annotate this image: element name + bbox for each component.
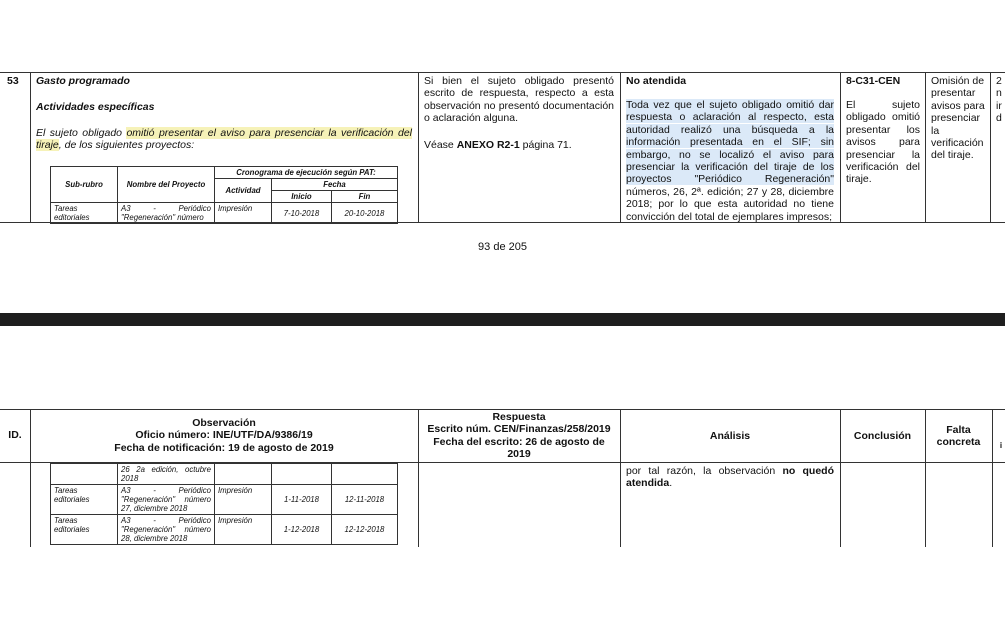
falta-text: Omisión de presentar avisos para presenciar la verificación del tiraje. — [931, 75, 985, 162]
col-divider — [990, 72, 991, 222]
nested-schedule-table — [50, 166, 398, 224]
header-response: Respuesta Escrito núm. CEN/Finanzas/258/2019 Fecha del escrito: 26 de agosto de 2019 — [427, 411, 611, 461]
nested-schedule-table — [50, 463, 398, 545]
top-table-top-border — [0, 72, 1005, 73]
col-divider — [992, 409, 993, 547]
col-divider — [925, 72, 926, 222]
col-divider — [418, 72, 419, 222]
extra-column-fragment: 2 n ir d — [996, 75, 1002, 125]
annex-link: ANEXO R2-1 — [456, 139, 520, 151]
table-row: Tareas editoriales A3 - Periódico "Regeneración" número Impresión 7-10-2018 20-10-2018 — [51, 203, 398, 224]
header-id: ID. — [8, 429, 22, 441]
header-extra-fragment: i — [999, 441, 1003, 450]
page-number: 93 de 205 — [478, 241, 527, 253]
table-row: Tareas editoriales A3 - Periódico "Regeneración" número 27, diciembre 2018 Impresión 1-11-2018 12-11-2018 — [51, 485, 398, 515]
header-fin: Fin — [331, 191, 397, 203]
header-fecha: Fecha — [272, 179, 398, 191]
analysis-continuation: por tal razón, la observación no quedó atendida. — [626, 465, 834, 490]
page-separator — [0, 313, 1005, 326]
header-analysis: Análisis — [709, 430, 751, 442]
col-divider — [30, 72, 31, 222]
header-observation: Observación Oficio número: INE/UTF/DA/9386/19 Fecha de notificación: 19 de agosto de 2019 — [114, 417, 334, 454]
conclusion-text: El sujeto obligado omitió presentar los avisos para presenciar la verificación del tiraje. — [846, 99, 920, 186]
header-nombre-proyecto: Nombre del Proyecto — [118, 167, 215, 203]
conclusion-code: 8-C31-CEN — [846, 75, 901, 87]
observation-subtitle: Actividades específicas — [36, 101, 155, 113]
analysis-status: No atendida — [626, 75, 687, 87]
header-sub-rubro: Sub-rubro — [51, 167, 118, 203]
header-conclusion: Conclusión — [853, 430, 912, 442]
table-row: 26 2a edición, octubre 2018 — [51, 464, 398, 485]
col-divider — [840, 72, 841, 222]
header-actividad: Actividad — [215, 179, 272, 203]
col-divider — [620, 72, 621, 222]
header-falta: Falta concreta — [936, 424, 981, 449]
observation-text: El sujeto obligado omitió presentar el aviso para presenciar la verificación del tiraje, de los siguientes proyectos: — [36, 127, 412, 152]
response-reference: Véase ANEXO R2-1 página 71. — [424, 139, 572, 151]
observation-title: Gasto programado — [36, 75, 130, 87]
analysis-text: Toda vez que el sujeto obligado omitió dar respuesta o aclaración al respecto, esta autoridad realizó una búsqueda a la información presentada en el SIF; sin embargo, no se localizó el aviso para presenciar la verificación del tiraje de los proyectos "Periódico Regeneración" números, 26, 2ª. edición; 27 y 28, diciembre 2018; por lo que esta autoridad no tiene convicción del total de ejemplares impresos; — [626, 99, 834, 223]
response-text: Si bien el sujeto obligado presentó escrito de respuesta, respecto a esta observación no presentó documentación o aclaración alguna. — [424, 75, 614, 125]
header-top-border — [0, 409, 1005, 410]
highlighted-text: omitió presentar el aviso para presenciar la verificación del tiraje — [36, 127, 412, 152]
header-cronograma: Cronograma de ejecución según PAT: — [215, 167, 398, 179]
header-inicio: Inicio — [272, 191, 332, 203]
highlighted-text: Toda vez que el sujeto obligado omitió dar respuesta o aclaración al respecto, esta autoridad realizó una búsqueda a la información presentada en el SIF; sin embargo, no se localizó el aviso para presenciar la verificación del tiraje de los proyectos "Periódico Regeneración" — [626, 99, 834, 186]
table-row: Tareas editoriales A3 - Periódico "Regeneración" número 28, diciembre 2018 Impresión 1-12-2018 12-12-2018 — [51, 515, 398, 545]
row-id: 53 — [7, 75, 19, 87]
